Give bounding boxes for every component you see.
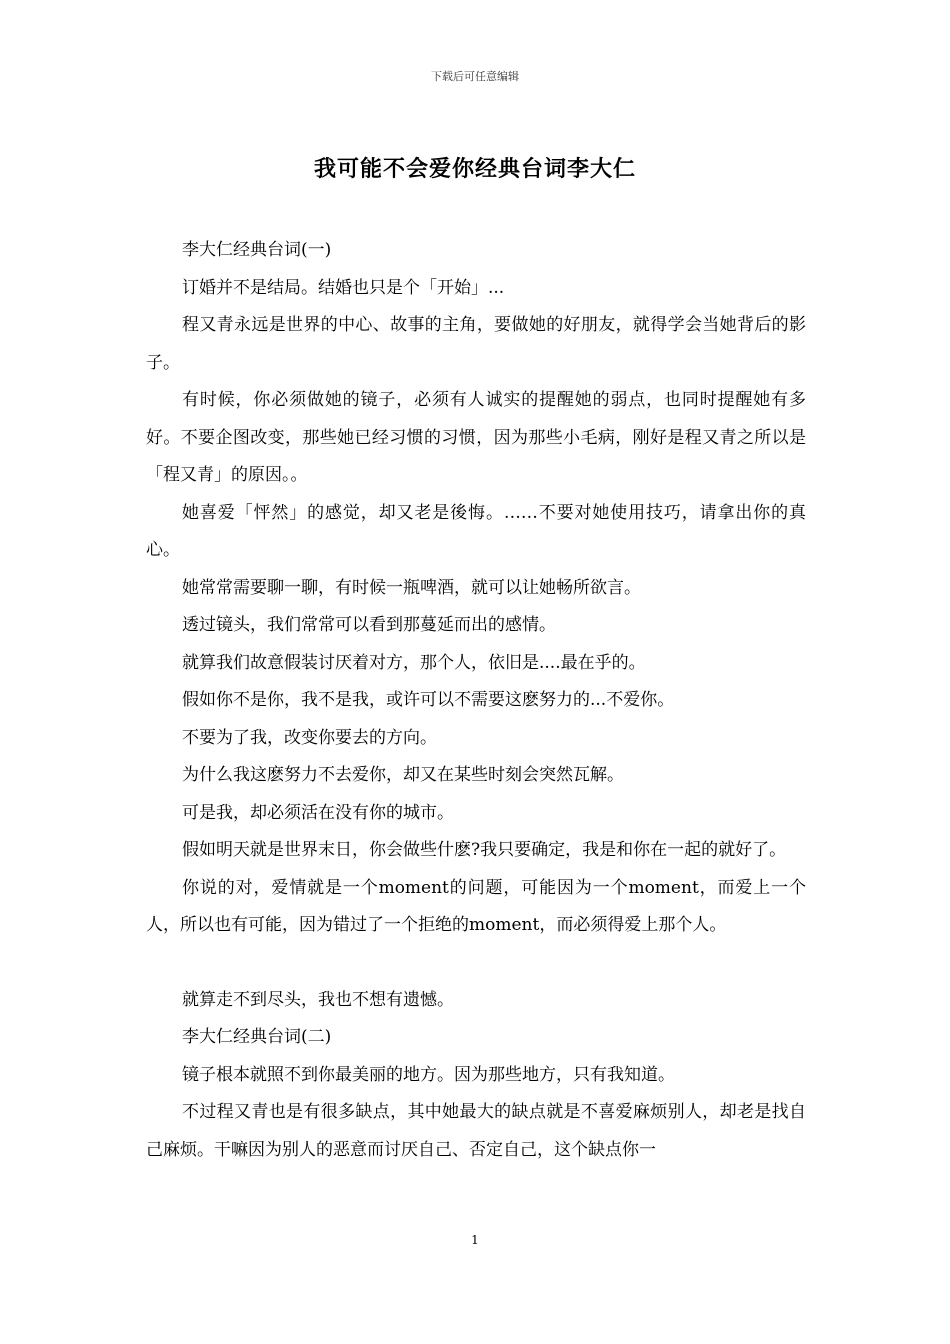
paragraph: 李大仁经典台词(一) (182, 240, 332, 260)
paragraph: 假如明天就是世界末日，你会做些什麽?我只要确定，我是和你在一起的就好了。 (182, 840, 787, 860)
paragraph: 她喜爱「怦然」的感觉，却又老是後悔。……不要对她使用技巧，请拿出你的真心。 (146, 502, 806, 560)
document-body (146, 232, 806, 1169)
paragraph: 程又青永远是世界的中心、故事的主角，要做她的好朋友，就得学会当她背后的影子。 (146, 315, 806, 373)
paragraph: 订婚并不是结局。结婚也只是个「开始」... (182, 277, 505, 298)
paragraph: 不过程又青也是有很多缺点，其中她最大的缺点就是不喜爱麻烦别人，却老是找自己麻烦。干嘛因为别人的恶意而讨厌自己、否定自己，这个缺点你一 (146, 1102, 806, 1160)
paragraph: 你说的对，爱情就是一个moment的问题，可能因为一个moment，而爱上一个人，所以也有可能，因为错过了一个拒绝的moment，而必须得爱上那个人。 (146, 877, 806, 935)
page-number: 1 (471, 1233, 479, 1247)
paragraph: 就算走不到尽头，我也不想有遗憾。 (182, 989, 454, 1010)
paragraph: 就算我们故意假装讨厌着对方，那个人，依旧是....最在乎的。 (182, 652, 646, 673)
paragraph: 有时候，你必须做她的镜子，必须有人诚实的提醒她的弱点，也同时提醒她有多好。不要企图改变，那些她已经习惯的习惯，因为那些小毛病，刚好是程又青之所以是「程又青」的原因。。 (146, 390, 806, 485)
paragraph: 不要为了我，改变你要去的方向。 (182, 727, 437, 748)
paragraph: 李大仁经典台词(二) (182, 1027, 332, 1047)
paragraph: 透过镜头，我们常常可以看到那蔓延而出的感情。 (182, 615, 556, 635)
document-title: 我可能不会爱你经典台词李大仁 (313, 156, 636, 182)
paragraph: 她常常需要聊一聊，有时候一瓶啤酒，就可以让她畅所欲言。 (182, 577, 641, 598)
header-note: 下载后可任意编辑 (431, 70, 519, 83)
paragraph: 为什么我这麽努力不去爱你，却又在某些时刻会突然瓦解。 (182, 765, 624, 785)
paragraph: 假如你不是你，我不是我，或许可以不需要这麽努力的...不爱你。 (182, 690, 675, 710)
paragraph: 镜子根本就照不到你最美丽的地方。因为那些地方，只有我知道。 (182, 1064, 675, 1085)
paragraph: 可是我，却必须活在没有你的城市。 (182, 802, 454, 823)
